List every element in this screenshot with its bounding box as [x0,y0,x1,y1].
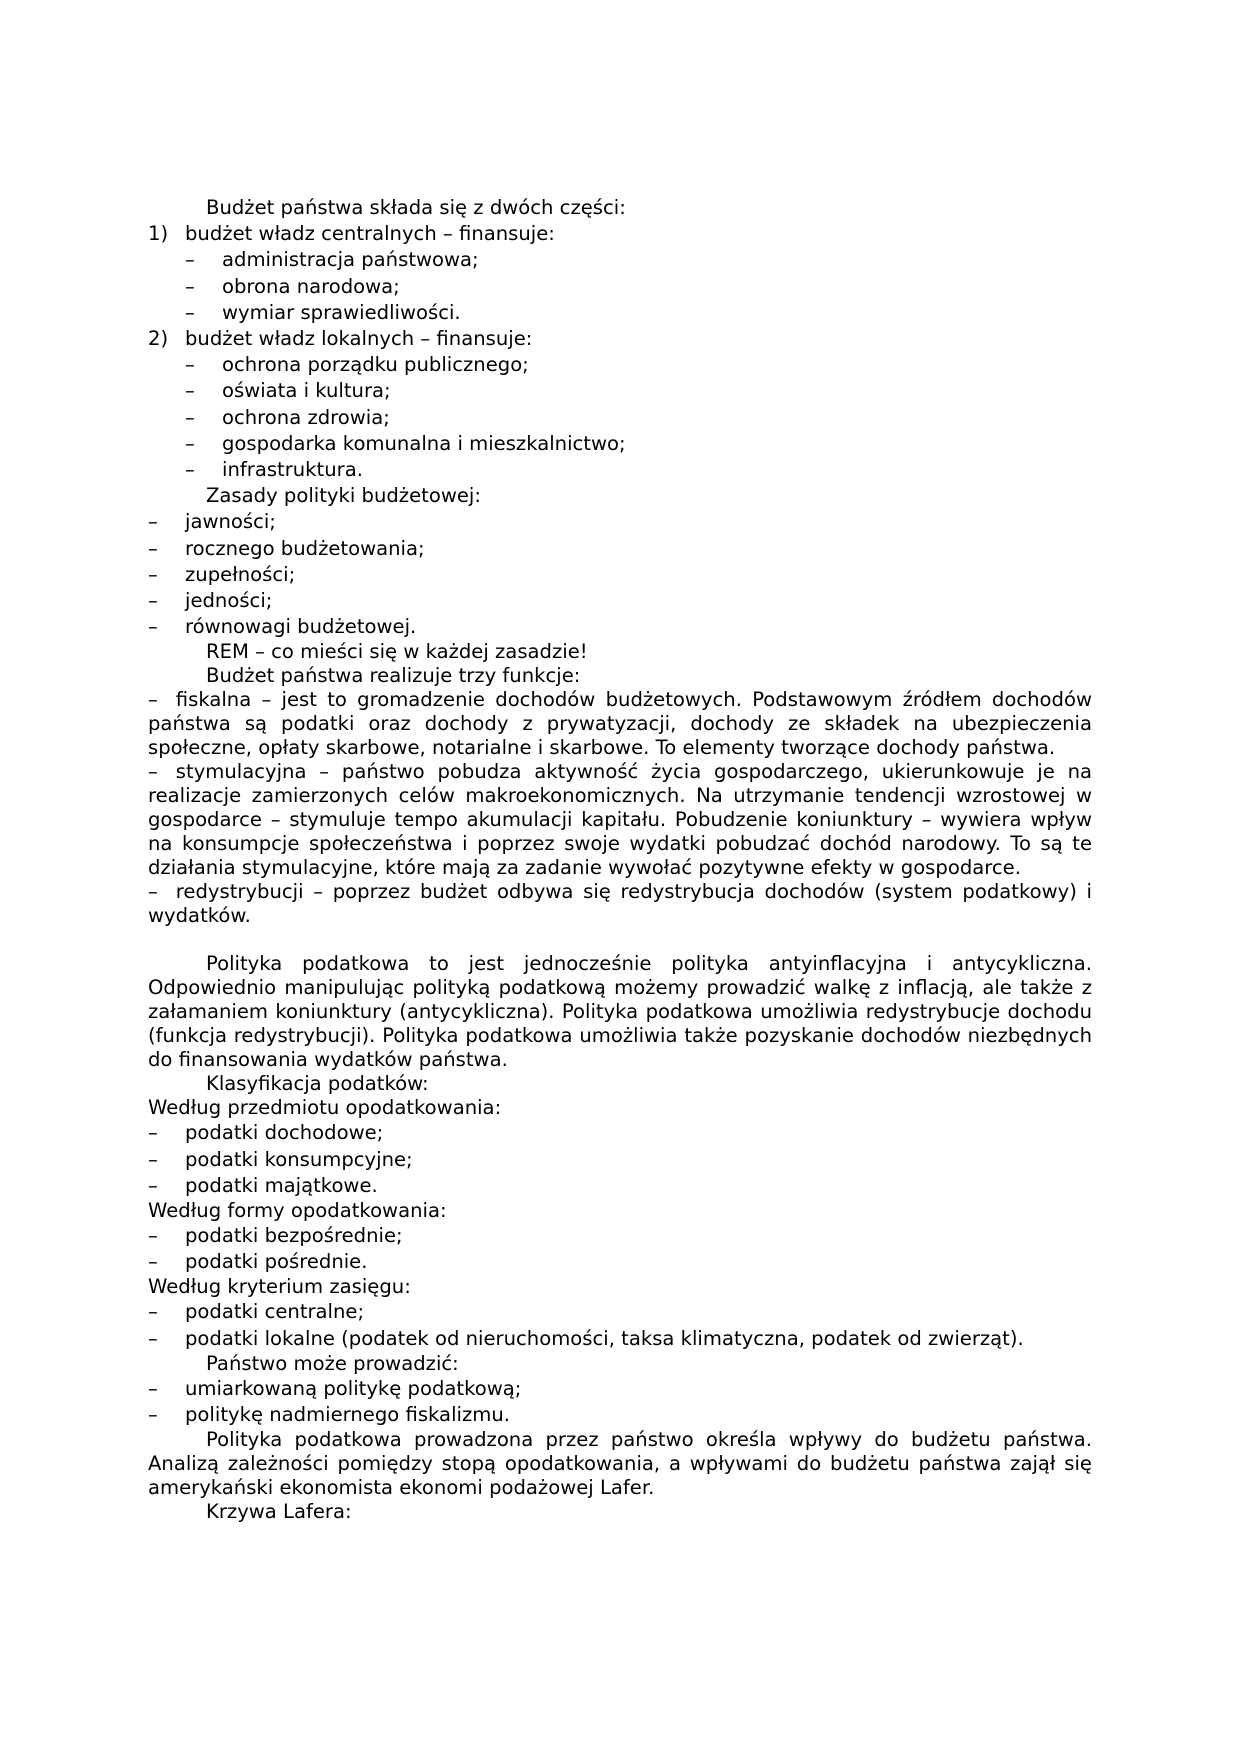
dash-bullet: – [185,300,195,324]
function-redystrybucji [148,880,1092,928]
list-item-text: podatki lokalne (podatek od nieruchomości, taksa klimatyczna, podatek od zwierząt). [185,1326,1024,1350]
document-body [148,195,1092,1524]
rem-note: REM – co mieści się w każdej zasadzie! [206,640,588,664]
list-item [148,274,1092,300]
list-item-text: podatki bezpośrednie; [185,1224,403,1248]
list-item [148,352,1092,378]
list-item-text: umiarkowaną politykę podatkową; [185,1376,522,1400]
dash-bullet: – [185,431,195,455]
list-item-text: ochrona zdrowia; [222,405,390,429]
function-stymulacyjna [148,760,1092,880]
list-item [148,536,1092,562]
section-heading: Klasyfikacja podatków: [206,1072,429,1096]
dash-bullet: – [148,536,158,560]
list-item-text: podatki majątkowe. [185,1173,378,1197]
function-fiskalna [148,688,1092,760]
subsection-heading: Według formy opodatkowania: [148,1199,447,1223]
dash-bullet: – [148,1173,158,1197]
dash-bullet: – [148,1300,158,1324]
list-item [148,1376,1092,1402]
paragraph-text: fiskalna – jest to gromadzenie dochodów budżetowych. Podstawowym źródłem dochodów państwa są podatki oraz dochody z prywatyzacji, dochody ze składek na ubezpieczenia społeczne, opłaty skarbowe, notarialne i skarbowe. To elementy tworzące dochody państwa. [148,688,1092,760]
list-item-text: zupełności; [185,562,296,586]
list-item-text: jawności; [185,510,276,534]
polityka-paragraph: Polityka podatkowa to jest jednocześnie polityka antyinflacyjna i antycykliczna. Odpowiednio manipulując polityką podatkową możemy prowadzić walkę z inflacją, ale także z załamaniem koniunktury (antycykliczna). Polityka podatkowa umożliwia redystrybucje dochodu (funkcja redystrybucji). Polityka podatkowa umożliwia także pozyskanie dochodów niezbędnych do finansowania wydatków państwa. [148,952,1092,1072]
dash-bullet: – [148,615,158,639]
dash-bullet: – [185,353,195,377]
number-marker: 1) [148,222,169,246]
list-item [148,1299,1092,1325]
blank-line [148,928,1092,952]
subsection-heading: Według przedmiotu opodatkowania: [148,1096,502,1120]
dash-bullet: – [185,274,195,298]
dash-bullet: – [148,1326,158,1350]
dash-bullet: – [148,1376,158,1400]
list-item [148,1147,1092,1173]
list-item [148,1249,1092,1275]
dash-bullet: – [148,562,158,586]
number-marker: 2) [148,327,169,351]
list-item [148,431,1092,457]
list-item [148,588,1092,614]
section-heading: Krzywa Lafera: [206,1500,352,1524]
dash-bullet: – [148,1224,158,1248]
list-item [148,1402,1092,1428]
list-item-text: wymiar sprawiedliwości. [222,300,461,324]
dash-bullet: – [148,1403,158,1427]
list-item-text: rocznego budżetowania; [185,536,425,560]
dash-bullet: – [185,405,195,429]
list-item-text: podatki dochodowe; [185,1121,384,1145]
list-item [148,457,1092,483]
paragraph-text: redystrybucji – poprzez budżet odbywa się redystrybucja dochodów (system podatkowy) i wydatków. [148,880,1092,928]
list-item-text: podatki centralne; [185,1300,365,1324]
dash-bullet: – [148,1147,158,1171]
dash-bullet: – [148,510,158,534]
dash-bullet: – [148,880,158,904]
list-item [148,247,1092,273]
list-item-text: równowagi budżetowej. [185,615,417,639]
list-item [148,509,1092,535]
list-item [148,562,1092,588]
list-item [148,300,1092,326]
list-item-text: ochrona porządku publicznego; [222,353,529,377]
list-item [148,614,1092,640]
numbered-item-2 [148,326,1092,352]
list-item [148,405,1092,431]
dash-bullet: – [148,1250,158,1274]
subsection-heading: Według kryterium zasięgu: [148,1275,411,1299]
dash-bullet: – [185,248,195,272]
list-item-text: jedności; [185,589,273,613]
numbered-item-1 [148,221,1092,247]
lafer-paragraph: Polityka podatkowa prowadzona przez państwo określa wpływy do budżetu państwa. Analizą zależności pomiędzy stopą opodatkowania, a wpływami do budżetu państwa zajął się amerykański ekonomista ekonomi podażowej Lafer. [148,1428,1092,1500]
list-item [148,1326,1092,1352]
list-item-text: politykę nadmiernego fiskalizmu. [185,1403,510,1427]
dash-bullet: – [148,589,158,613]
dash-bullet: – [148,1121,158,1145]
section-heading: Budżet państwa realizuje trzy funkcje: [206,664,581,688]
list-item-text: podatki pośrednie. [185,1250,368,1274]
list-item [148,1173,1092,1199]
list-item-text: oświata i kultura; [222,379,391,403]
dash-bullet: – [185,458,195,482]
section-heading: Państwo może prowadzić: [206,1351,459,1375]
list-item-text: gospodarka komunalna i mieszkalnictwo; [222,431,626,455]
list-item [148,378,1092,404]
list-item-text: obrona narodowa; [222,274,400,298]
list-item-text: podatki konsumpcyjne; [185,1147,413,1171]
list-item-text: infrastruktura. [222,458,363,482]
list-item [148,1120,1092,1146]
section-heading: Zasady polityki budżetowej: [206,484,481,508]
intro-line: Budżet państwa składa się z dwóch części: [206,196,626,219]
dash-bullet: – [185,379,195,403]
numbered-item-text: budżet władz centralnych – finansuje: [185,222,555,246]
paragraph-text: stymulacyjna – państwo pobudza aktywność życia gospodarczego, ukierunkowuje je na realizacje zamierzonych celów makroekonomicznych. Na utrzymanie tendencji wzrostowej w gospodarce – stymuluje tempo akumulacji kapitału. Pobudzenie koniunktury – wywiera wpływ na konsumpcje społeczeństwa i poprzez swoje wydatki pobudzać dochód narodowy. To są te działania stymulacyjne, które mają za zadanie wywołać pozytywne efekty w gospodarce. [148,760,1092,880]
numbered-item-text: budżet władz lokalnych – finansuje: [185,327,533,351]
dash-bullet: – [148,760,158,784]
list-item-text: administracja państwowa; [222,248,479,272]
dash-bullet: – [148,688,158,712]
list-item [148,1223,1092,1249]
